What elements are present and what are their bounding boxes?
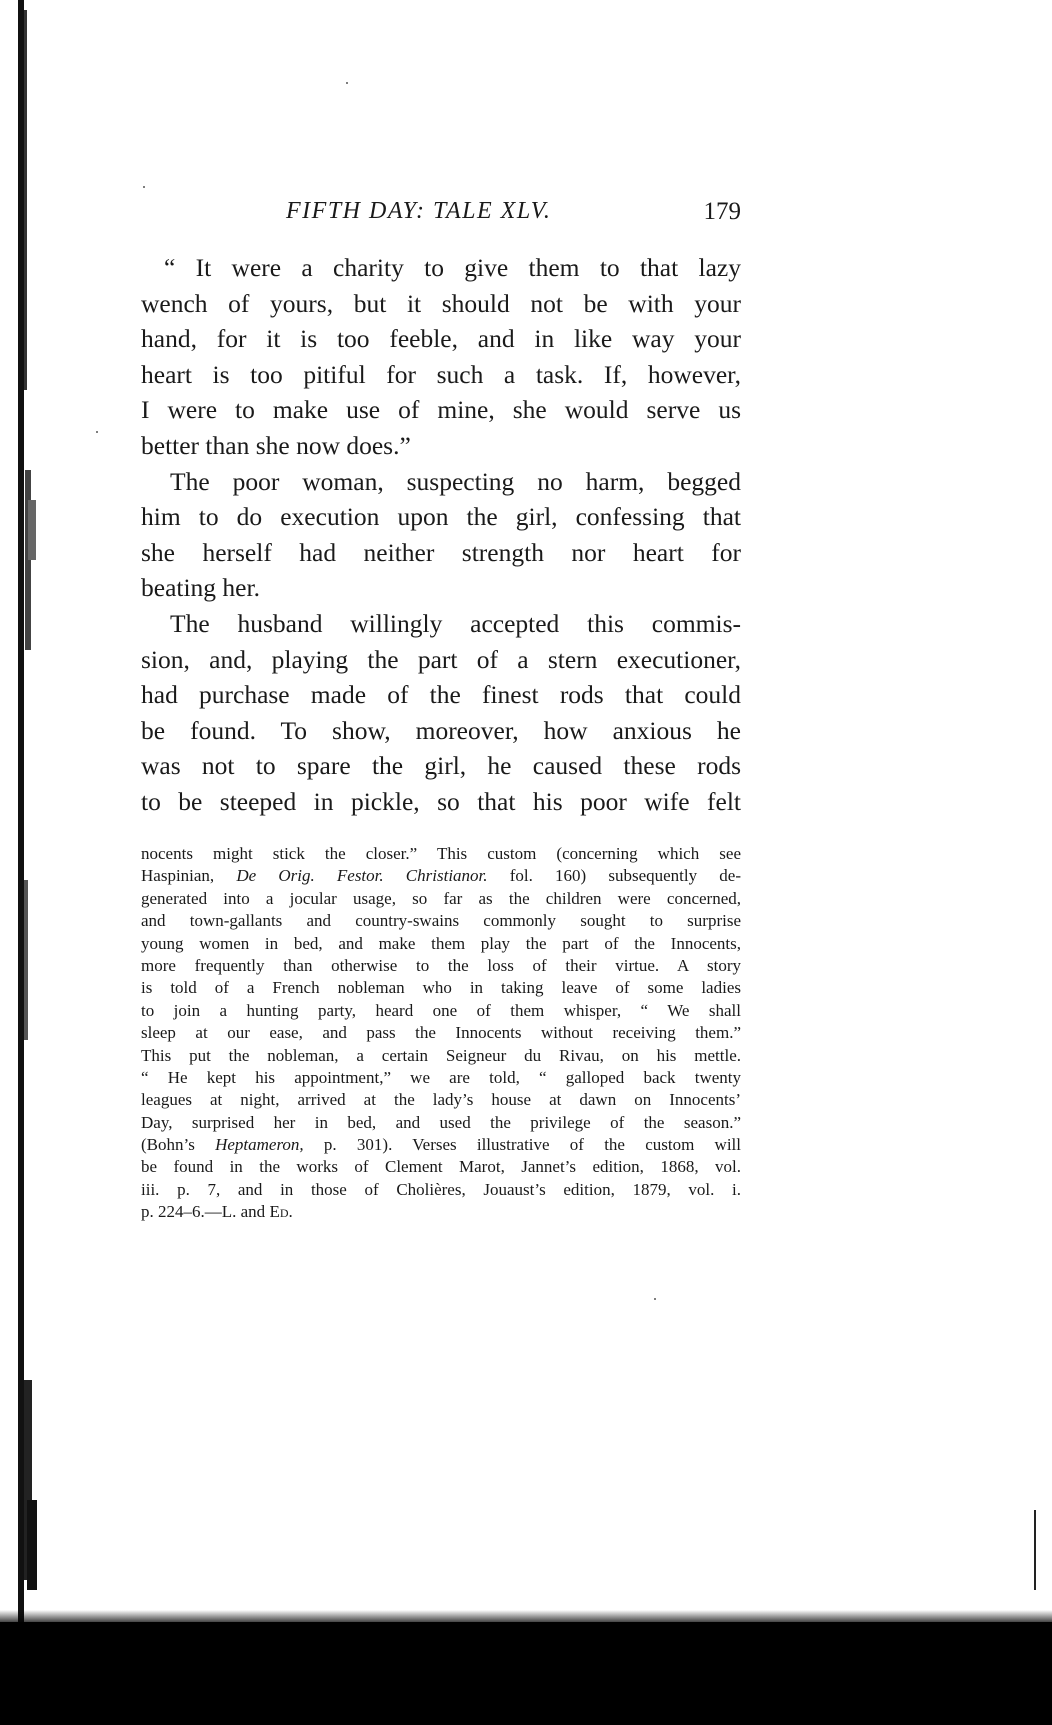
text-line: I were to make use of mine, she would serve us [141, 395, 741, 425]
text-line: was not to spare the girl, he caused these rods [141, 751, 741, 781]
editor-initials: Ed. [269, 1202, 293, 1222]
citation-title: Heptameron, [215, 1135, 304, 1155]
paragraph-2 [141, 464, 741, 606]
text-line: The husband willingly accepted this commis- [170, 608, 741, 638]
scan-speck [346, 82, 348, 84]
scan-speck [654, 1298, 656, 1300]
footnote-line: Day, surprised her in bed, and used the privilege of the season.” [141, 1112, 741, 1132]
footnote-text: (Bohn’s [141, 1135, 216, 1155]
running-header [141, 194, 741, 234]
text-line: sion, and, playing the part of a stern executioner, [141, 644, 741, 674]
binding-edge-shadow [18, 0, 40, 1725]
footnote-text: p. 301). Verses illustrative of the custom will [303, 1135, 741, 1155]
text-line: “ It were a charity to give them to that lazy [164, 253, 741, 282]
body-text [141, 250, 741, 820]
footnote-text: fol. 160) subsequently de- [487, 866, 741, 886]
text-line: heart is too pitiful for such a task. If, however, [141, 359, 741, 389]
citation-title: De Orig. Festor. Christianor. [236, 866, 488, 886]
footnote-line [141, 1201, 741, 1223]
paragraph-1 [141, 250, 741, 286]
footnote-line: iii. p. 7, and in those of Cholières, Jouaust’s edition, 1879, vol. i. [141, 1179, 741, 1199]
page-number: 179 [703, 198, 741, 225]
footnote-line: This put the nobleman, a certain Seigneur du Rivau, on his mettle. [141, 1045, 741, 1065]
footnote-line: “ He kept his appointment,” we are told, “ galloped back twenty [141, 1067, 741, 1087]
text-line: The poor woman, suspecting no harm, begged [170, 466, 741, 496]
footnote-line: sleep at our ease, and pass the Innocents without receiving them.” [141, 1023, 741, 1043]
text-line: better than she now does.” [141, 430, 411, 460]
text-line: him to do execution upon the girl, confessing that [141, 502, 741, 532]
footnote [141, 843, 741, 1224]
footnote-line [141, 1134, 741, 1156]
footnote-line: and town-gallants and country-swains commonly sought to surprise [141, 911, 741, 931]
footnote-line: more frequently than otherwise to the loss of their virtue. A story [141, 955, 741, 975]
footnote-text: Haspinian, [141, 866, 237, 886]
text-line: she herself had neither strength nor heart for [141, 537, 741, 567]
footnote-line: to join a hunting party, heard one of them whisper, “ We shall [141, 1000, 741, 1020]
footnote-line: leagues at night, arrived at the lady’s house at dawn on Innocents’ [141, 1090, 741, 1110]
text-line: wench of yours, but it should not be with your [141, 288, 741, 318]
text-line: be found. To show, moreover, how anxious he [141, 715, 741, 745]
text-line: had purchase made of the finest rods that could [141, 680, 741, 710]
text-line: to be steeped in pickle, so that his poor wife felt [141, 786, 741, 816]
footnote-text: p. 224–6.—L. and [141, 1202, 270, 1222]
footnote-line: nocents might stick the closer.” This custom (concerning which see [141, 844, 741, 863]
running-title: FIFTH DAY: TALE XLV. [286, 198, 552, 224]
footnote-line: generated into a jocular usage, so far as the children were concerned, [141, 888, 741, 908]
bottom-scan-border [0, 1622, 1052, 1725]
scan-speck [143, 186, 145, 188]
scan-speck [96, 431, 98, 433]
paragraph-3 [141, 606, 741, 820]
right-margin-mark [1034, 1510, 1036, 1590]
footnote-line [141, 865, 741, 887]
footnote-line: be found in the works of Clement Marot, Jannet’s edition, 1868, vol. [141, 1157, 741, 1177]
footnote-line: young women in bed, and make them play the part of the Innocents, [141, 933, 741, 953]
paragraph-1-cont [141, 286, 741, 464]
text-line: hand, for it is too feeble, and in like way your [141, 324, 741, 354]
footnote-line: is told of a French nobleman who in taking leave of some ladies [141, 978, 741, 998]
text-line: beating her. [141, 573, 260, 603]
